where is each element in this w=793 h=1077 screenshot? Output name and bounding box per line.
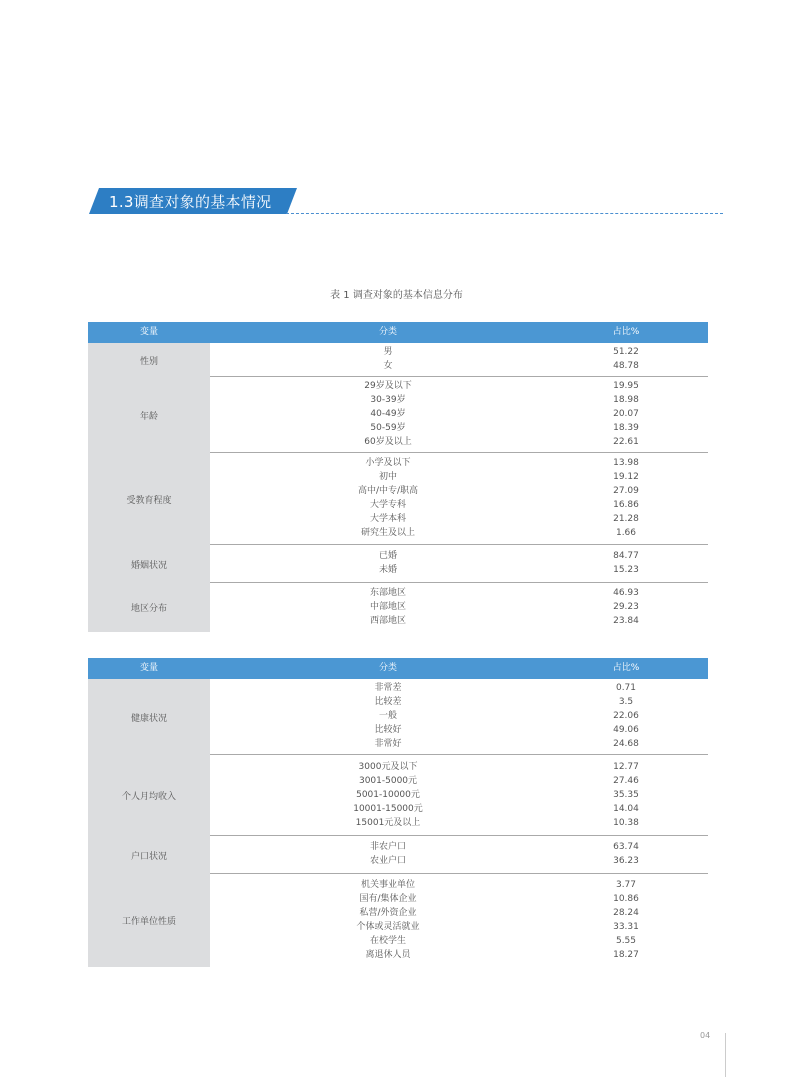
table-row [88,456,708,470]
table-row [88,920,708,934]
category-cell: 比较好 [374,725,402,735]
category-cell: 男 [383,347,393,357]
table-row [88,563,708,577]
group-label: 个人月均收入 [88,755,210,836]
section-banner [89,188,297,214]
category-cell: 非农户口 [369,842,406,852]
table-body [88,679,708,967]
table-row [88,878,708,892]
percent-cell: 15.23 [613,565,639,575]
percent-cell: 18.27 [613,949,639,960]
table-row [88,600,708,614]
percent-cell: 33.31 [613,921,639,932]
category-cell: 中部地区 [369,601,406,612]
category-cell: 40-49岁 [370,409,406,419]
group-label: 健康状况 [88,679,210,755]
table-group [88,755,708,836]
category-cell: 初中 [378,472,397,482]
category-cell: 农业户口 [369,856,406,866]
category-cell: 小学及以下 [365,458,411,468]
percent-cell: 27.46 [613,775,639,786]
table-group [88,874,708,967]
percent-cell: 48.78 [613,361,639,371]
category-cell: 50-59岁 [370,423,406,433]
category-cell: 非常差 [374,683,402,693]
table-row [88,709,708,723]
category-cell: 大学本科 [369,514,406,524]
table-row [88,695,708,709]
table-body [88,343,708,632]
percent-cell: 16.86 [613,500,639,510]
percent-cell: 35.35 [613,789,639,800]
category-cell: 西部地区 [369,615,406,626]
page-number: 04 [700,1031,711,1040]
section-divider [286,213,723,214]
table-header [88,322,708,343]
table-group [88,545,708,583]
table-row [88,816,708,830]
category-cell: 机关事业单位 [360,879,415,890]
table-row [88,760,708,774]
table-row [88,854,708,868]
percent-cell: 18.98 [613,395,639,405]
header-category: 分类 [378,327,397,337]
header-percent: 占比% [612,327,640,337]
category-cell: 3001-5000元 [358,775,418,786]
percent-cell: 14.04 [613,803,639,814]
percent-cell: 23.84 [613,615,639,626]
table-row [88,526,708,540]
percent-cell: 3.77 [615,879,637,890]
category-cell: 私营/外资企业 [359,907,417,918]
table-row [88,681,708,695]
table-row [88,498,708,512]
table-row [88,512,708,526]
percent-cell: 10.86 [613,893,639,904]
category-cell: 在校学生 [369,935,406,946]
category-cell: 29岁及以下 [364,381,412,391]
table-row [88,586,708,600]
category-cell: 5001-10000元 [356,789,420,800]
table-row [88,948,708,962]
category-cell: 离退休人员 [365,949,411,960]
table-group [88,583,708,632]
category-cell: 15001元及以上 [355,817,421,828]
category-cell: 个体或灵活就业 [356,921,420,932]
percent-cell: 36.23 [613,856,639,866]
percent-cell: 19.12 [613,472,639,482]
table-row [88,549,708,563]
group-label: 性别 [88,343,210,377]
percent-cell: 21.28 [613,514,639,524]
table-row [88,774,708,788]
category-cell: 高中/中专/职高 [357,486,419,496]
table-row [88,737,708,751]
category-cell: 大学专科 [369,500,406,510]
category-cell: 比较差 [374,697,402,707]
percent-cell: 10.38 [613,817,639,828]
page-number-rule [725,1033,726,1077]
percent-cell: 27.09 [613,486,639,496]
category-cell: 女 [383,361,393,371]
category-cell: 非常好 [374,739,402,749]
table-group [88,377,708,453]
group-label: 受教育程度 [88,453,210,545]
percent-cell: 13.98 [613,458,639,468]
table-row [88,934,708,948]
category-cell: 东部地区 [369,587,406,598]
table-row [88,407,708,421]
table-row [88,345,708,359]
percent-cell: 29.23 [613,601,639,612]
table-row [88,393,708,407]
percent-cell: 22.06 [613,711,639,721]
info-table-2 [88,658,708,967]
table-row [88,421,708,435]
percent-cell: 20.07 [613,409,639,419]
header-category: 分类 [378,663,397,673]
table-row [88,840,708,854]
table-row [88,379,708,393]
category-cell: 10001-15000元 [353,803,423,814]
table-row [88,788,708,802]
info-table-1 [88,322,708,632]
category-cell: 国有/集体企业 [359,893,417,904]
percent-cell: 51.22 [613,347,639,357]
group-label: 年龄 [88,377,210,453]
header-variable: 变量 [139,327,158,337]
category-cell: 已婚 [378,551,397,561]
table-group [88,453,708,545]
table-row [88,359,708,373]
table-row [88,723,708,737]
group-label: 地区分布 [88,583,210,632]
percent-cell: 18.39 [613,423,639,433]
header-variable: 变量 [139,663,158,673]
table-group [88,679,708,755]
category-cell: 30-39岁 [370,395,406,405]
percent-cell: 0.71 [615,683,637,693]
section-title: 1.3调查对象的基本情况 [109,193,272,211]
percent-cell: 63.74 [613,842,639,852]
table-row [88,802,708,816]
group-label: 婚姻状况 [88,545,210,583]
table-group [88,836,708,874]
group-label: 工作单位性质 [88,874,210,967]
table-row [88,614,708,628]
percent-cell: 84.77 [613,551,639,561]
percent-cell: 19.95 [613,381,639,391]
percent-cell: 24.68 [613,739,639,749]
table-row [88,892,708,906]
percent-cell: 3.5 [618,697,634,707]
category-cell: 60岁及以上 [364,437,412,447]
table-row [88,906,708,920]
category-cell: 一般 [378,711,397,721]
category-cell: 研究生及以上 [360,528,415,538]
percent-cell: 46.93 [613,587,639,598]
percent-cell: 5.55 [615,935,637,946]
percent-cell: 1.66 [615,528,637,538]
table-row [88,484,708,498]
category-cell: 未婚 [378,565,397,575]
table-row [88,435,708,449]
percent-cell: 49.06 [613,725,639,735]
table-header [88,658,708,679]
header-percent: 占比% [612,663,640,673]
category-cell: 3000元及以下 [358,761,418,772]
percent-cell: 22.61 [613,437,639,447]
table-caption: 表 1 调查对象的基本信息分布 [330,290,463,301]
percent-cell: 12.77 [613,761,639,772]
group-label: 户口状况 [88,836,210,874]
percent-cell: 28.24 [613,907,639,918]
table-group [88,343,708,377]
table-row [88,470,708,484]
